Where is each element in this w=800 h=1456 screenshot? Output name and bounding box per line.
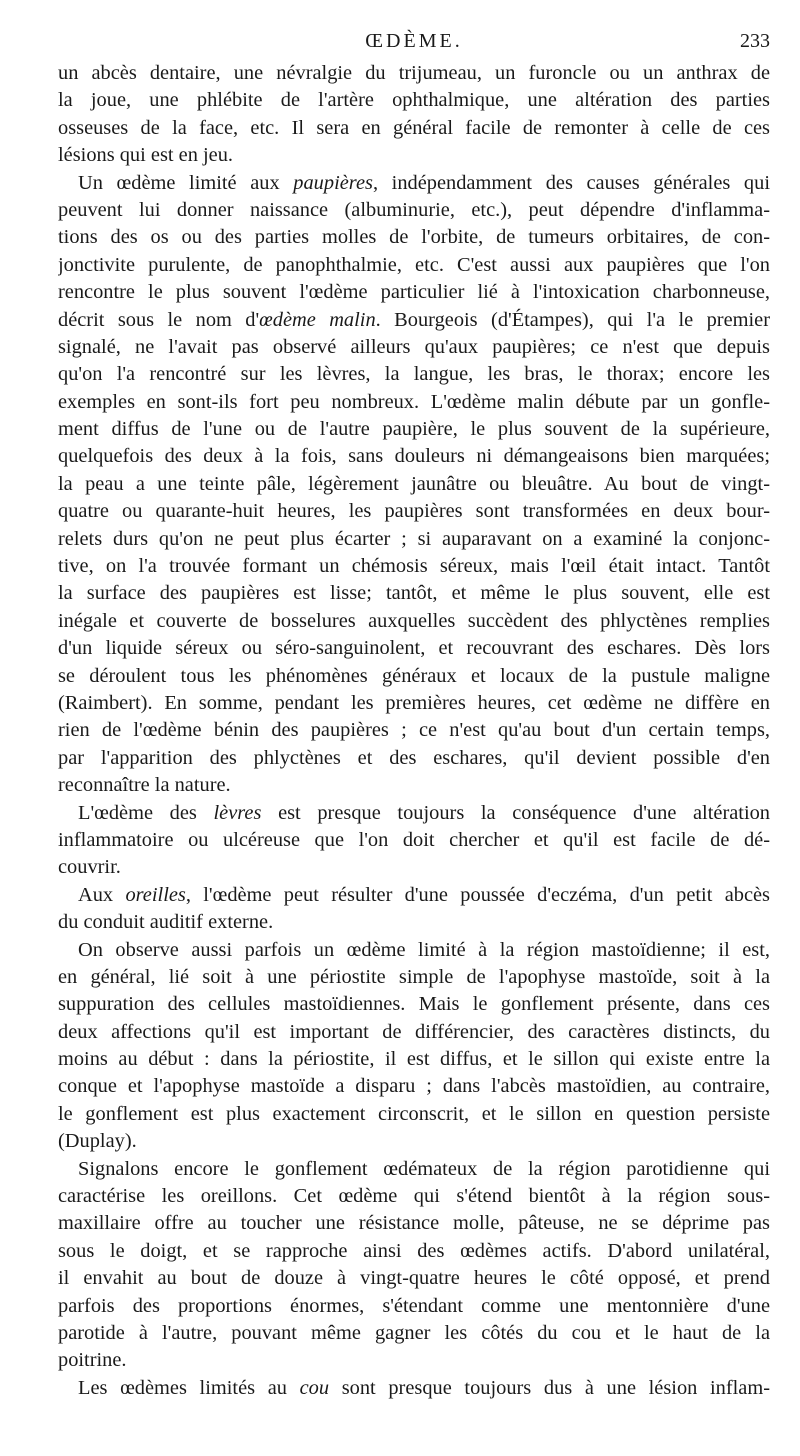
text-line: tive, on l'a trouvée formant un chémosis séreux, mais l'œil était intact. Tantôt — [58, 555, 770, 578]
text-line: quatre ou quarante-huit heures, les paupières sont transformées en deux bour- — [58, 500, 770, 523]
text-run: , l'œdème peut résulter d'une poussée d'eczéma, d'un petit abcès — [185, 883, 770, 906]
text-line: moins au début : dans la périostite, il est diffus, et le sillon qui existe entre la — [58, 1048, 770, 1071]
text-line: rencontre le plus souvent l'œdème particulier lié à l'intoxication charbonneuse, — [58, 281, 770, 304]
text-run: est presque toujours la conséquence d'une altération — [261, 801, 770, 824]
text-line: du conduit auditif externe. — [58, 911, 274, 934]
text-line: osseuses de la face, etc. Il sera en général facile de remonter à celle de ces — [58, 116, 770, 139]
text-line — [58, 882, 770, 909]
text-line: deux affections qu'il est important de différencier, des caractères distincts, du — [58, 1020, 770, 1043]
text-run: L'œdème des — [78, 801, 214, 824]
text-line: la joue, une phlébite de l'artère ophthalmique, une altération des parties — [58, 89, 770, 112]
page-number: 233 — [740, 30, 770, 52]
text-line: lésions qui est en jeu. — [58, 144, 233, 167]
text-line: conque et l'apophyse mastoïde a disparu ; dans l'abcès mastoïdien, au contraire, — [58, 1075, 770, 1098]
text-line: couvrir. — [58, 856, 121, 879]
italic-term: cou — [299, 1376, 330, 1399]
text-line: la peau a une teinte pâle, légèrement jaunâtre ou bleuâtre. Au bout de vingt- — [58, 472, 770, 495]
text-line: poitrine. — [58, 1349, 127, 1372]
text-line — [58, 800, 770, 827]
text-line: (Raimbert). En somme, pendant les premières heures, cet œdème ne diffère en — [58, 691, 770, 714]
italic-term: paupières — [293, 171, 373, 194]
text-line: parotide à l'autre, pouvant même gagner les côtés du cou et le haut de la — [58, 1321, 770, 1344]
text-run: sont presque toujours dus à une lésion inflam- — [329, 1376, 770, 1399]
text-line: sous le doigt, et se rapproche ainsi des œdèmes actifs. D'abord unilatéral, — [58, 1239, 770, 1262]
page-header — [58, 30, 770, 56]
text-line: par l'apparition des phlyctènes et des eschares, qu'il devient possible d'en — [58, 746, 770, 769]
text-run: . Bourgeois (d'Étampes), qui l'a le premier — [375, 308, 770, 331]
text-line: un abcès dentaire, une névralgie du trijumeau, un furoncle ou un anthrax de — [58, 62, 770, 84]
text-line: peuvent lui donner naissance (albuminurie, etc.), peut dépendre d'inflamma- — [58, 198, 770, 221]
text-line: qu'on l'a rencontré sur les lèvres, la langue, les bras, le thorax; encore les — [58, 363, 770, 386]
text-line: caractérise les oreillons. Cet œdème qui s'étend bientôt à la région sous- — [58, 1185, 770, 1208]
text-line: se déroulent tous les phénomènes généraux et locaux de la pustule maligne — [58, 664, 770, 687]
text-line: exemples en sont-ils fort peu nombreux. L'œdème malin débute par un gonfle- — [58, 390, 770, 413]
text-line: inflammatoire ou ulcéreuse que l'on doit chercher et qu'il est facile de dé- — [58, 828, 770, 851]
text-line: en général, lié soit à une périostite simple de l'apophyse mastoïde, soit à la — [58, 965, 770, 988]
text-line — [58, 307, 770, 334]
text-line: le gonflement est plus exactement circonscrit, et le sillon en question persiste — [58, 1102, 770, 1125]
text-run: Les œdèmes limités au — [78, 1376, 300, 1399]
text-run: , indépendamment des causes générales qui — [372, 171, 770, 194]
text-line: relets durs qu'on ne peut plus écarter ; si auparavant on a examiné la conjonc- — [58, 527, 770, 550]
text-line — [58, 1375, 770, 1402]
text-line: signalé, ne l'avait pas observé ailleurs qu'aux paupières; ce n'est que depuis — [58, 335, 770, 358]
text-line: jonctivite purulente, de panophthalmie, etc. C'est aussi aux paupières que l'on — [58, 253, 770, 276]
text-line: la surface des paupières est lisse; tantôt, et même le plus souvent, elle est — [58, 582, 770, 605]
text-line: il envahit au bout de douze à vingt-quatre heures le côté opposé, et prend — [58, 1267, 770, 1290]
text-run: Aux — [78, 883, 126, 906]
text-line: parfois des proportions énormes, s'étendant comme une mentonnière d'une — [58, 1294, 770, 1317]
italic-term: lèvres — [213, 801, 262, 824]
text-run: décrit sous le nom d' — [58, 308, 260, 331]
body-text — [58, 60, 770, 1402]
text-line: tions des os ou des parties molles de l'orbite, de tumeurs orbitaires, de con- — [58, 226, 770, 249]
italic-term: oreilles — [125, 883, 186, 906]
text-line: reconnaître la nature. — [58, 774, 231, 797]
text-line: On observe aussi parfois un œdème limité à la région mastoïdienne; il est, — [78, 938, 770, 961]
text-line: (Duplay). — [58, 1130, 137, 1153]
text-line: d'un liquide séreux ou séro-sanguinolent, et recouvrant des eschares. Dès lors — [58, 637, 770, 660]
running-title: ŒDÈME. — [365, 30, 463, 52]
text-line: ment diffus de l'une ou de l'autre paupière, le plus souvent de la supérieure, — [58, 418, 770, 441]
italic-term: œdème malin — [259, 308, 376, 331]
text-line: quelquefois des deux à la fois, sans douleurs ni démangeaisons bien marquées; — [58, 445, 770, 468]
text-line: maxillaire offre au toucher une résistance molle, pâteuse, ne se déprime pas — [58, 1212, 770, 1235]
text-line — [58, 170, 770, 197]
text-line: suppuration des cellules mastoïdiennes. Mais le gonflement présente, dans ces — [58, 993, 770, 1016]
text-run: Un œdème limité aux — [78, 171, 294, 194]
text-line: inégale et couverte de bosselures auxquelles succèdent des phlyctènes remplies — [58, 609, 770, 632]
text-line: Signalons encore le gonflement œdémateux de la région parotidienne qui — [78, 1157, 770, 1180]
text-line: rien de l'œdème bénin des paupières ; ce n'est qu'au bout d'un certain temps, — [58, 719, 770, 742]
